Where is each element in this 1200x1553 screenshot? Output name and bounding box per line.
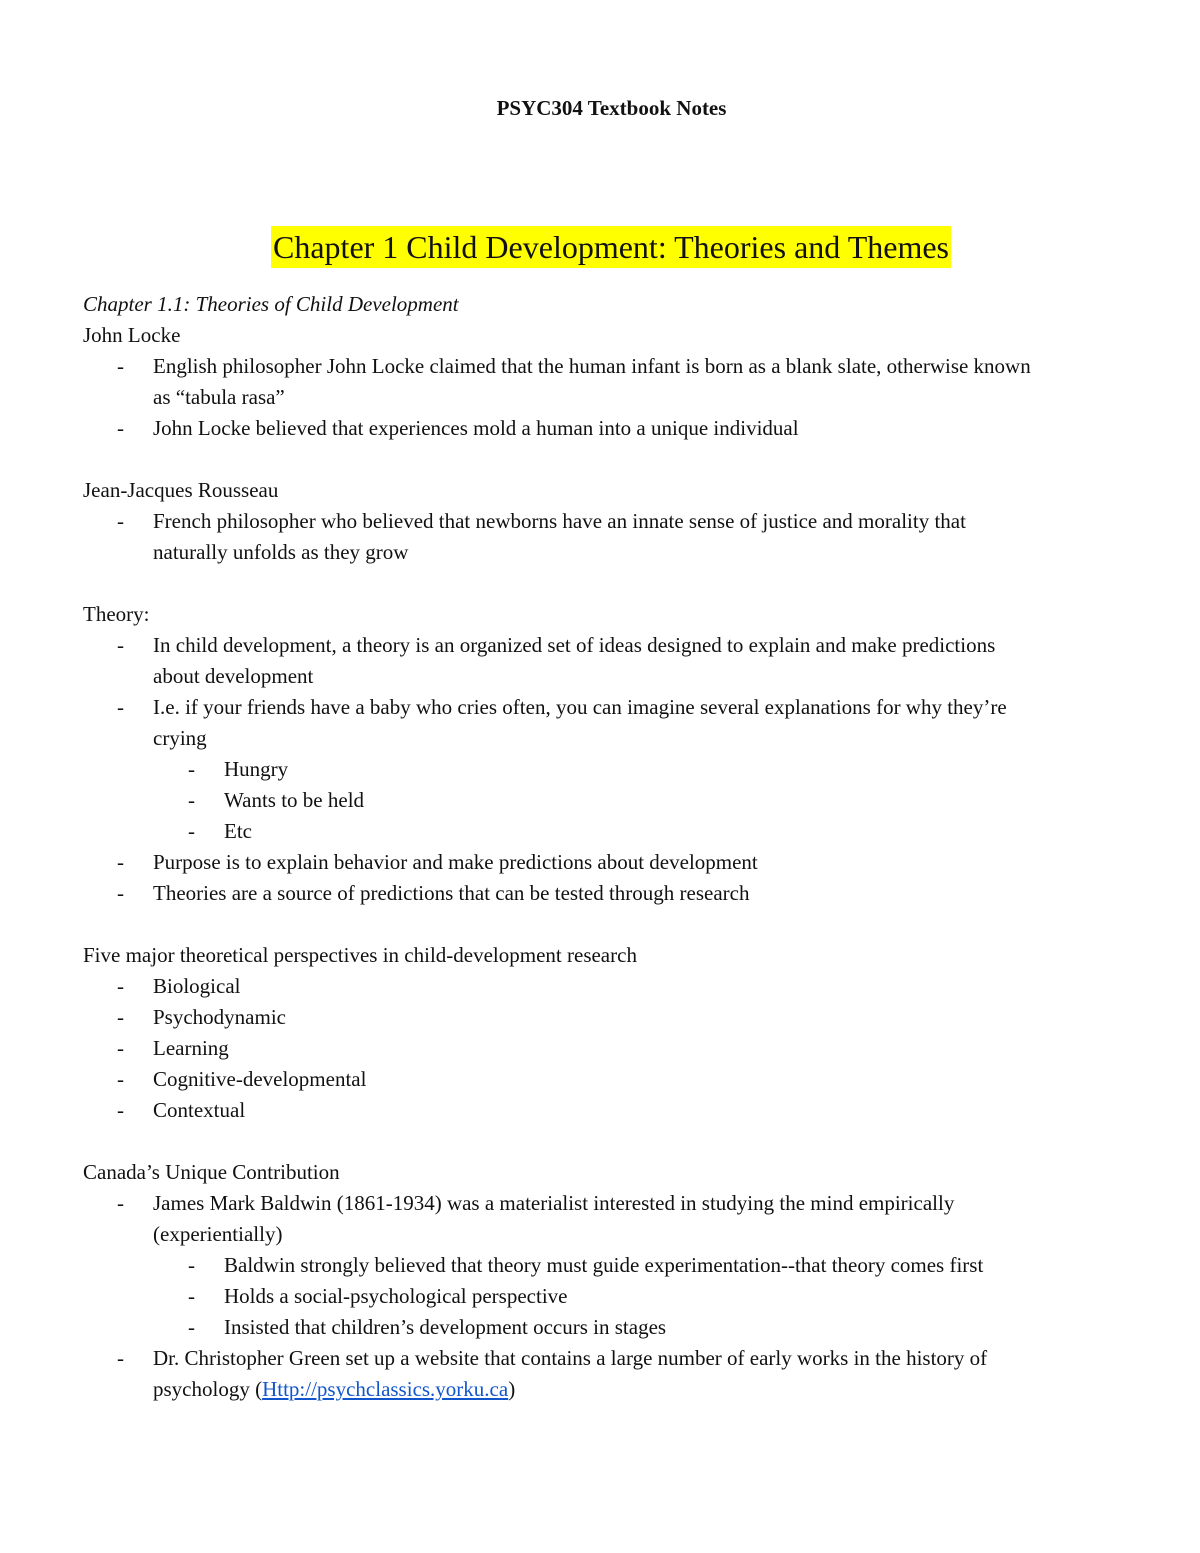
bullet-dash: - xyxy=(117,509,124,533)
bullet-dash: - xyxy=(188,788,195,812)
bullet-dash: - xyxy=(117,881,124,905)
list-item-text: (experientially) xyxy=(153,1222,283,1246)
list-item-text: Purpose is to explain behavior and make predictions about development xyxy=(153,850,758,874)
section-heading-perspectives: Five major theoretical perspectives in child-development research xyxy=(83,943,637,967)
list-item xyxy=(83,351,1153,413)
bullet-dash: - xyxy=(188,1284,195,1308)
sub-list-item-text: Baldwin strongly believed that theory must guide experimentation--that theory comes first xyxy=(224,1253,984,1277)
list-item-text: James Mark Baldwin (1861-1934) was a materialist interested in studying the mind empirically xyxy=(153,1191,955,1215)
list-item-text: Cognitive-developmental xyxy=(153,1067,367,1091)
bullet-dash: - xyxy=(117,695,124,719)
bullet-dash: - xyxy=(117,850,124,874)
sub-list-item-text: Wants to be held xyxy=(224,788,365,812)
list-item xyxy=(83,971,1153,1002)
list-item xyxy=(83,506,1153,568)
list-item-text: naturally unfolds as they grow xyxy=(153,540,409,564)
list-item xyxy=(83,1002,1153,1033)
bullet-dash: - xyxy=(188,1315,195,1339)
chapter-heading: Chapter 1 Child Development: Theories and Themes xyxy=(271,226,951,268)
section-heading-locke: John Locke xyxy=(83,323,181,347)
list-item xyxy=(83,413,1153,444)
bullet-dash: - xyxy=(117,633,124,657)
bullet-dash: - xyxy=(117,1067,124,1091)
bullet-dash: - xyxy=(117,1346,124,1370)
bullet-dash: - xyxy=(117,1005,124,1029)
link-suffix-text: ) xyxy=(508,1377,516,1401)
sub-list-item xyxy=(83,1281,1153,1312)
bullet-dash: - xyxy=(188,757,195,781)
list-item-text: Theories are a source of predictions that can be tested through research xyxy=(153,881,750,905)
sub-list-item-text: Insisted that children’s development occurs in stages xyxy=(224,1315,667,1339)
list-item-text: In child development, a theory is an organized set of ideas designed to explain and make predictions xyxy=(153,633,996,657)
list-item-text: John Locke believed that experiences mold a human into a unique individual xyxy=(153,416,799,440)
sub-list-item xyxy=(83,1312,1153,1343)
bullet-dash: - xyxy=(117,1191,124,1215)
list-item-text: Learning xyxy=(153,1036,229,1060)
bullet-dash: - xyxy=(188,1253,195,1277)
section-heading-theory: Theory: xyxy=(83,602,150,626)
psychclassics-link[interactable]: Http://psychclassics.yorku.ca xyxy=(262,1377,509,1401)
list-item xyxy=(83,692,1153,754)
bullet-dash: - xyxy=(117,354,124,378)
sub-list-item-text: Hungry xyxy=(224,757,289,781)
sub-list-item-text: Holds a social-psychological perspective xyxy=(224,1284,568,1308)
sub-list-item xyxy=(83,754,1153,785)
list-item-text: crying xyxy=(153,726,207,750)
list-item xyxy=(83,847,1153,878)
link-prefix-text: psychology ( xyxy=(153,1377,263,1401)
list-item-text: I.e. if your friends have a baby who cries often, you can imagine several explanations for why they’re xyxy=(153,695,1007,719)
sub-list-item xyxy=(83,816,1153,847)
list-item-text: about development xyxy=(153,664,314,688)
bullet-dash: - xyxy=(188,819,195,843)
list-item-text: Dr. Christopher Green set up a website that contains a large number of early works in the history of xyxy=(153,1346,988,1370)
section-heading-rousseau: Jean-Jacques Rousseau xyxy=(83,478,279,502)
list-item xyxy=(83,1188,1153,1250)
bullet-dash: - xyxy=(117,416,124,440)
list-item-text: Psychodynamic xyxy=(153,1005,286,1029)
bullet-dash: - xyxy=(117,1098,124,1122)
list-item-text: French philosopher who believed that newborns have an innate sense of justice and morality that xyxy=(153,509,966,533)
list-item xyxy=(83,1095,1153,1126)
bullet-dash: - xyxy=(117,974,124,998)
sub-list-item xyxy=(83,785,1153,816)
list-item xyxy=(83,878,1153,909)
document-body xyxy=(83,289,1153,1405)
bullet-dash: - xyxy=(117,1036,124,1060)
sub-list-item xyxy=(83,1250,1153,1281)
list-item xyxy=(83,1343,1153,1405)
list-item-text-with-link xyxy=(153,1374,1153,1405)
section-heading-canada: Canada’s Unique Contribution xyxy=(83,1160,340,1184)
list-item xyxy=(83,1064,1153,1095)
list-item xyxy=(83,630,1153,692)
section-subtitle: Chapter 1.1: Theories of Child Development xyxy=(83,292,459,316)
list-item-text: Contextual xyxy=(153,1098,246,1122)
list-item xyxy=(83,1033,1153,1064)
list-item-text: as “tabula rasa” xyxy=(153,385,285,409)
list-item-text: English philosopher John Locke claimed that the human infant is born as a blank slate, otherwise known xyxy=(153,354,1031,378)
list-item-text: Biological xyxy=(153,974,241,998)
sub-list-item-text: Etc xyxy=(224,819,252,843)
chapter-heading-row xyxy=(0,226,1200,268)
page-title: PSYC304 Textbook Notes xyxy=(496,96,727,120)
